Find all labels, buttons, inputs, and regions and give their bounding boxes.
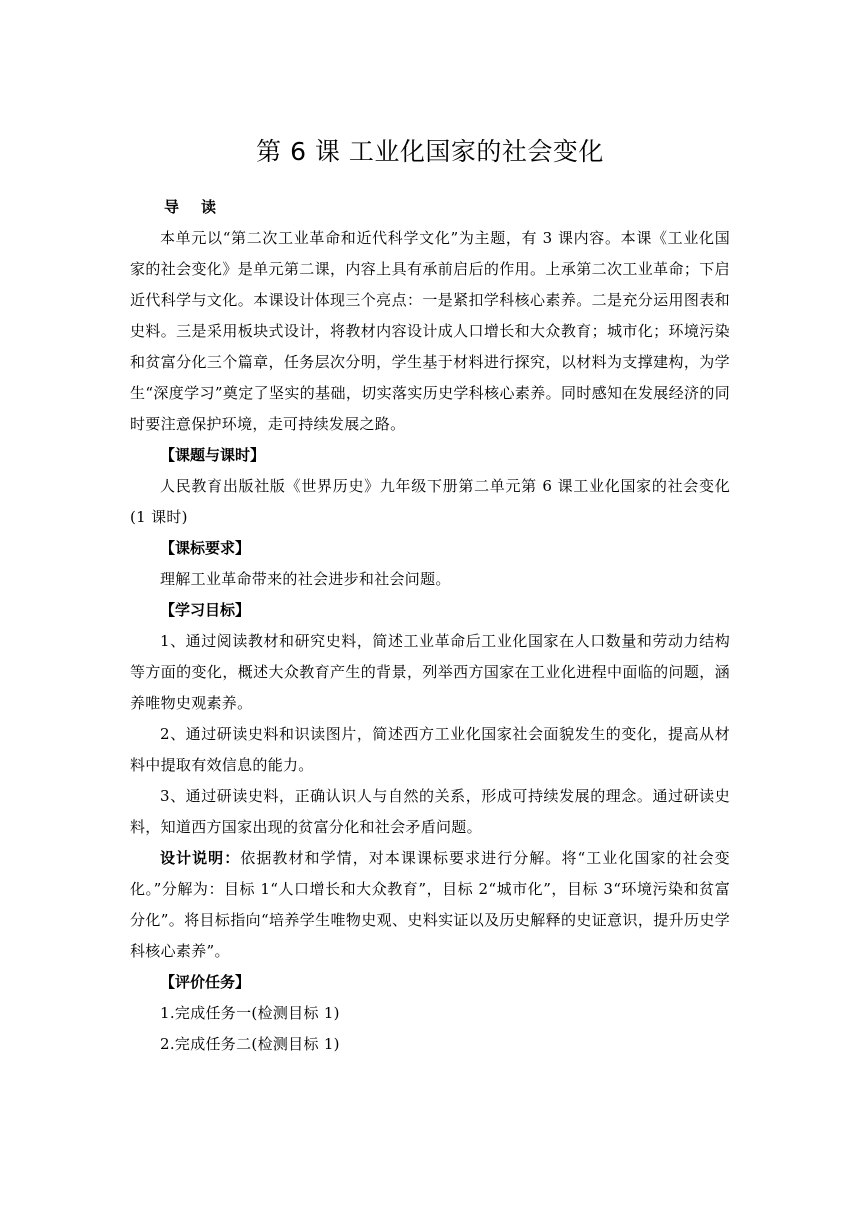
objective-item-3: 3、通过研读史料，正确认识人与自然的关系，形成可持续发展的理念。通过研读史料，知道西方国家出现的贫富分化和社会矛盾问题。: [130, 787, 730, 836]
task-item-2: 2.完成任务二(检测目标 1): [160, 1035, 340, 1053]
section-heading-objectives: 【学习目标】: [160, 601, 251, 619]
section-heading-tasks: 【评价任务】: [160, 973, 251, 991]
design-note-text: 依据教材和学情，对本课课标要求进行分解。将“工业化国家的社会变化。”分解为：目标 1“人口增长和大众教育”，目标 2“城市化”，目标 3“环境污染和贫富分化”。将目标指向“培养学生唯物史观、史料实证以及历史解释的史证意识，提升历史学科核心素养”。: [130, 849, 730, 960]
section-heading-standard: 【课标要求】: [160, 539, 251, 557]
design-note-label: 设计说明：: [160, 849, 241, 867]
section-heading-topic: 【课题与课时】: [160, 446, 266, 464]
design-note-paragraph: [130, 843, 730, 967]
guide-paragraph: 本单元以“第二次工业革命和近代科学文化”为主题，有 3 课内容。本课《工业化国家的社会变化》是单元第二课，内容上具有承前启后的作用。上承第二次工业革命；下启近代科学与文化。本课设计体现三个亮点：一是紧扣学科核心素养。二是充分运用图表和史料。三是采用板块式设计，将教材内容设计成人口增长和大众教育；城市化；环境污染和贫富分化三个篇章，任务层次分明，学生基于材料进行探究，以材料为支撑建构，为学生“深度学习”奠定了坚实的基础，切实落实历史学科核心素养。同时感知在发展经济的同时要注意保护环境，走可持续发展之路。: [130, 229, 730, 433]
standard-paragraph: 理解工业革命带来的社会进步和社会问题。: [160, 570, 451, 588]
page-title: 第 6 课 工业化国家的社会变化: [256, 137, 604, 166]
objective-item-2: 2、通过研读史料和识读图片，简述西方工业化国家社会面貌发生的变化，提高从材料中提取有效信息的能力。: [130, 725, 730, 774]
document-body: [130, 192, 730, 1060]
objective-item-1: 1、通过阅读教材和研究史料，简述工业革命后工业化国家在人口数量和劳动力结构等方面的变化，概述大众教育产生的背景，列举西方国家在工业化进程中面临的问题，涵养唯物史观素养。: [130, 632, 730, 712]
topic-paragraph: 人民教育出版社版《世界历史》九年级下册第二单元第 6 课工业化国家的社会变化 (1 课时): [130, 477, 730, 526]
task-item-1: 1.完成任务一(检测目标 1): [160, 1004, 340, 1022]
section-heading-guide: 导读: [164, 198, 239, 216]
